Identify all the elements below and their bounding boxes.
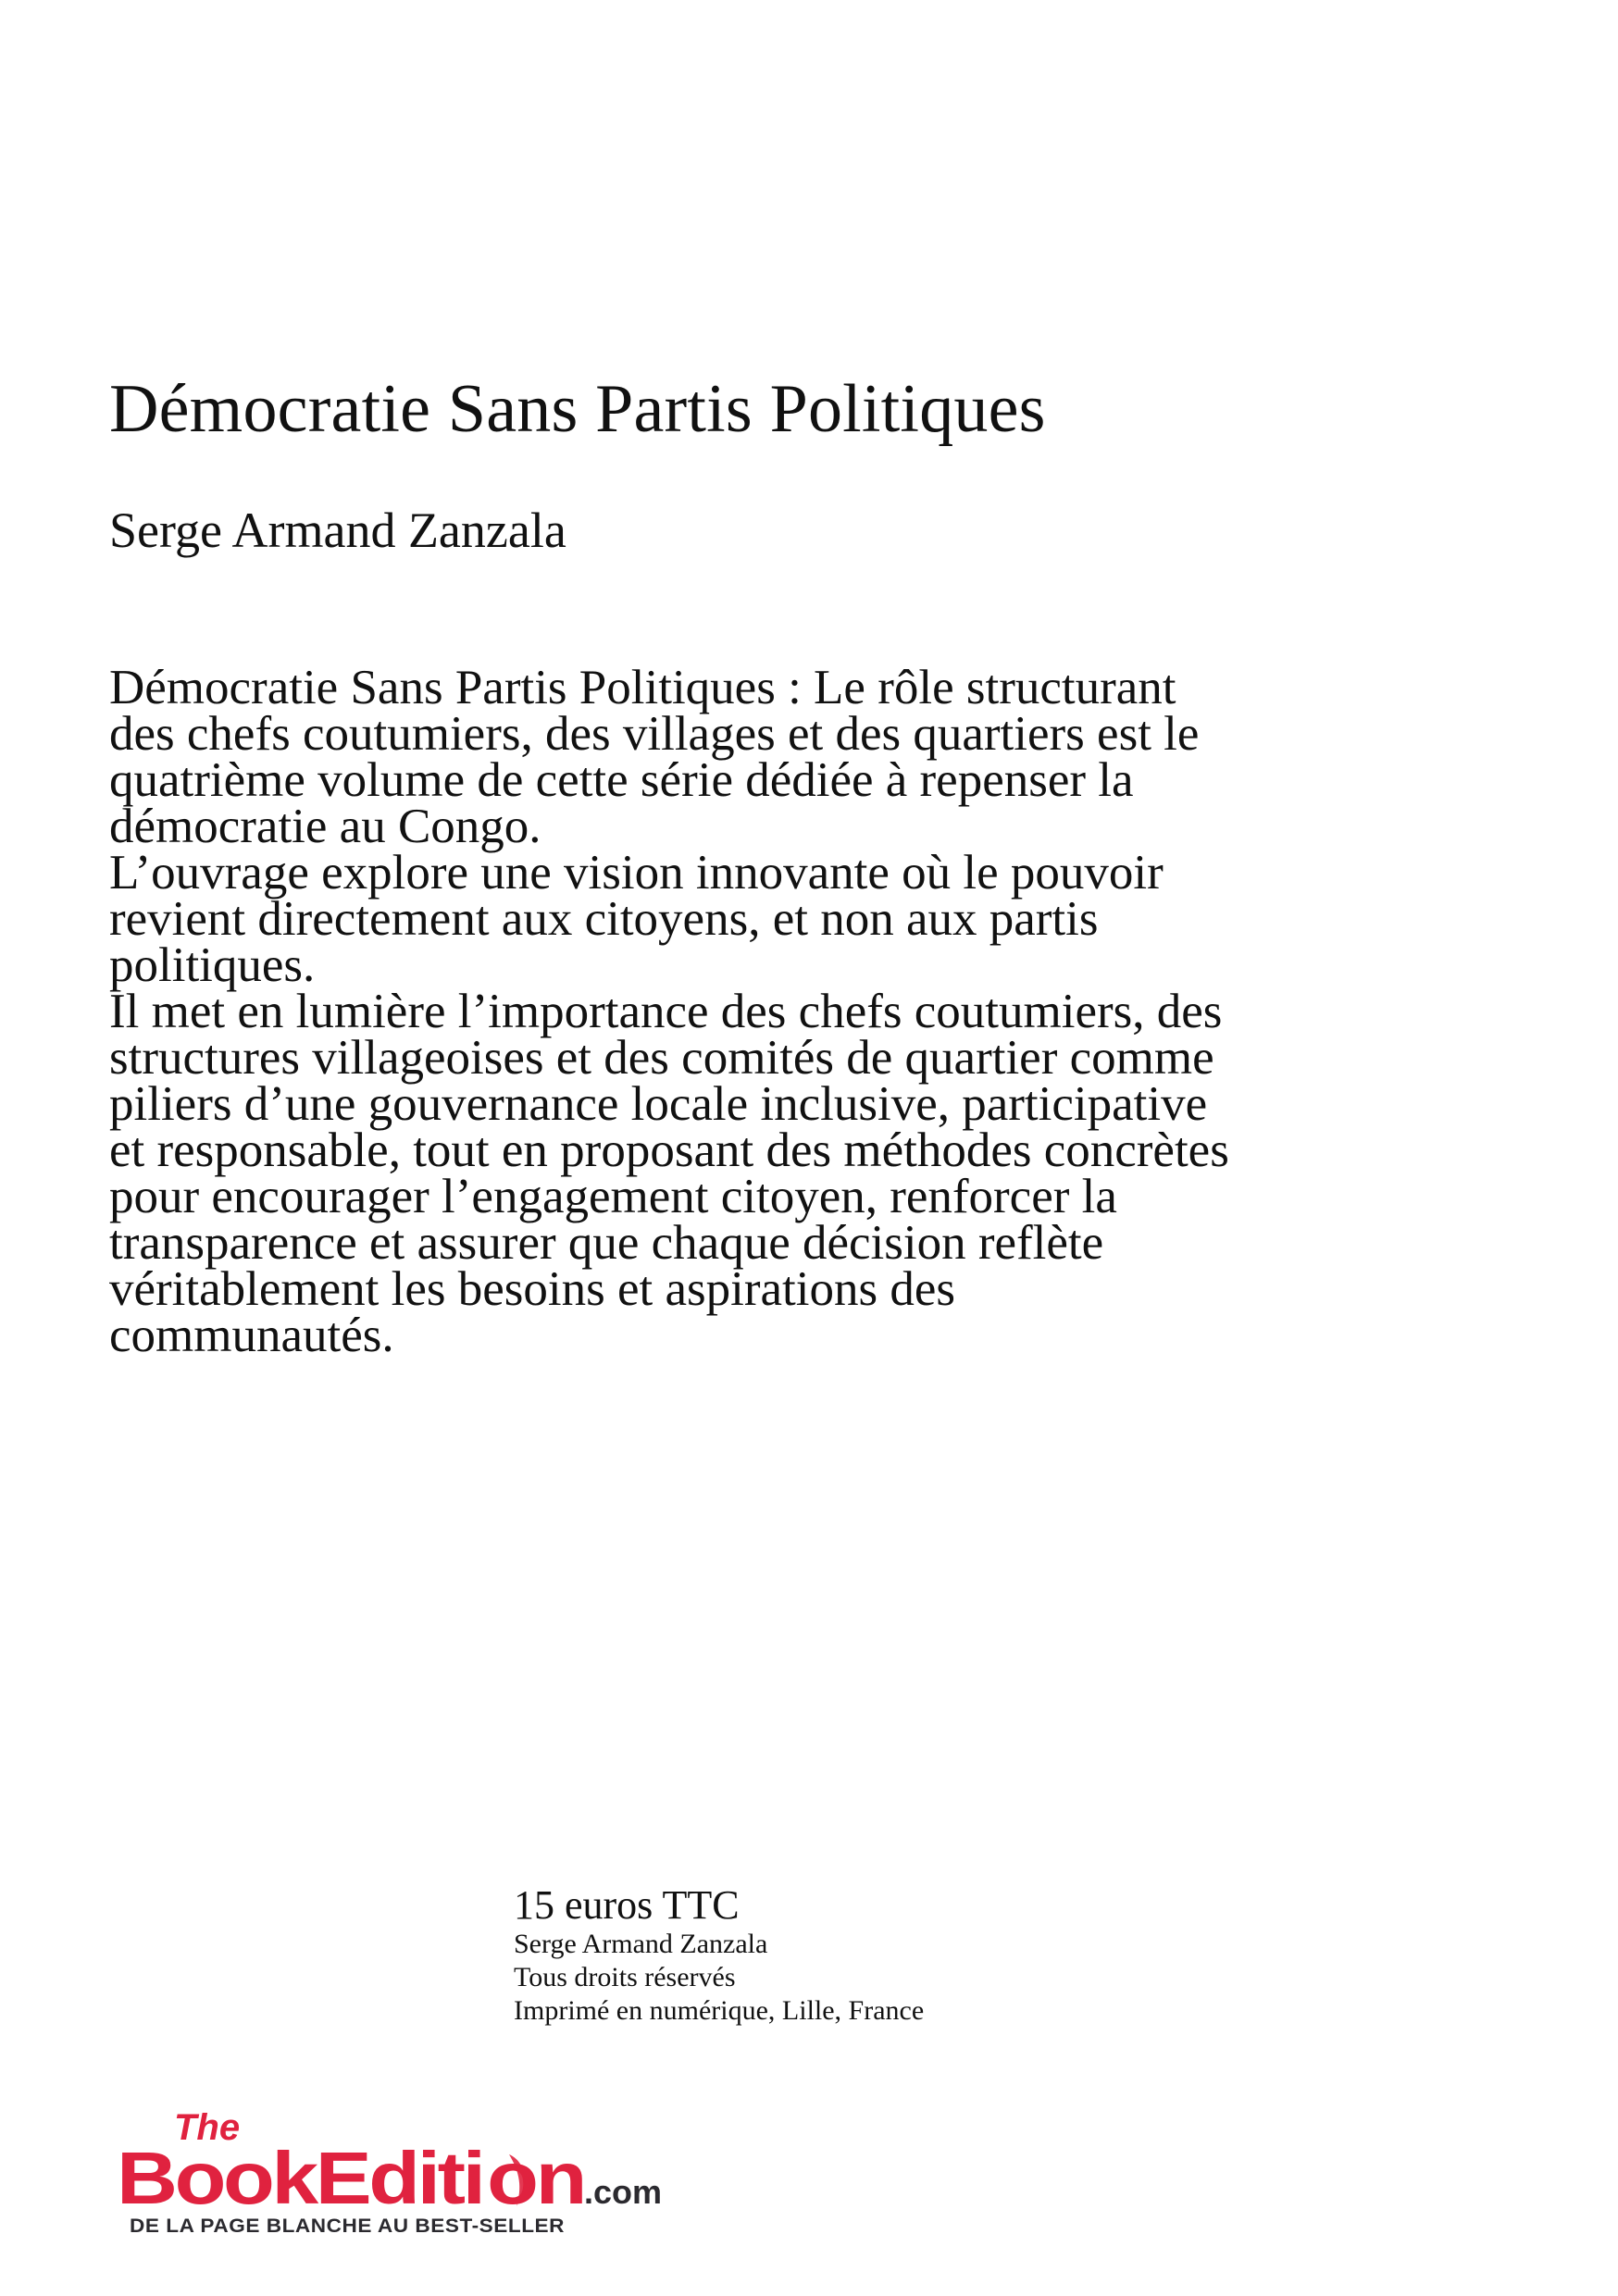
logo-quill-o: o — [487, 2137, 530, 2219]
book-author: Serge Armand Zanzala — [109, 503, 566, 558]
logo-tagline: DE LA PAGE BLANCHE AU BEST-SELLER — [130, 2215, 565, 2237]
logo-brand-start: BookEditi — [117, 2137, 438, 2219]
bookedition-logo — [111, 2108, 666, 2238]
summary-paragraph: Démocratie Sans Partis Politiques : Le rôle structurant des chefs coutumiers, des villages et des quartiers est le quatrième volume de cette série dédiée à repenser la démocratie au Congo. — [109, 661, 1200, 853]
logo-the-text: The — [174, 2108, 241, 2148]
printing-info: Imprimé en numérique, Lille, France — [514, 1995, 925, 2026]
book-summary — [109, 661, 1248, 1362]
logo-brand-text — [117, 2137, 584, 2219]
summary-paragraph: L’ouvrage explore une vision innovante où le pouvoir revient directement aux citoyens, et non aux partis politiques. — [109, 846, 1164, 992]
colophon-author: Serge Armand Zanzala — [514, 1929, 768, 1959]
rights-text: Tous droits réservés — [514, 1962, 736, 1992]
price-text: 15 euros TTC — [514, 1882, 740, 1928]
logo-brand-end: n — [535, 2137, 579, 2219]
colophon — [514, 1883, 924, 2028]
book-title: Démocratie Sans Partis Politiques — [109, 371, 1046, 447]
logo-domain-text: .com — [584, 2173, 663, 2211]
summary-paragraph: Il met en lumière l’importance des chefs coutumiers, des structures villageoises et des comités de quartier comme piliers d’une gouvernance locale inclusive, participative et responsable, tout en proposant des méthodes concrètes pour encourager l’engagement citoyen, renforcer la transparence et assurer que chaque décision reflète véritablement les besoins et aspirations des communautés. — [109, 985, 1229, 1362]
